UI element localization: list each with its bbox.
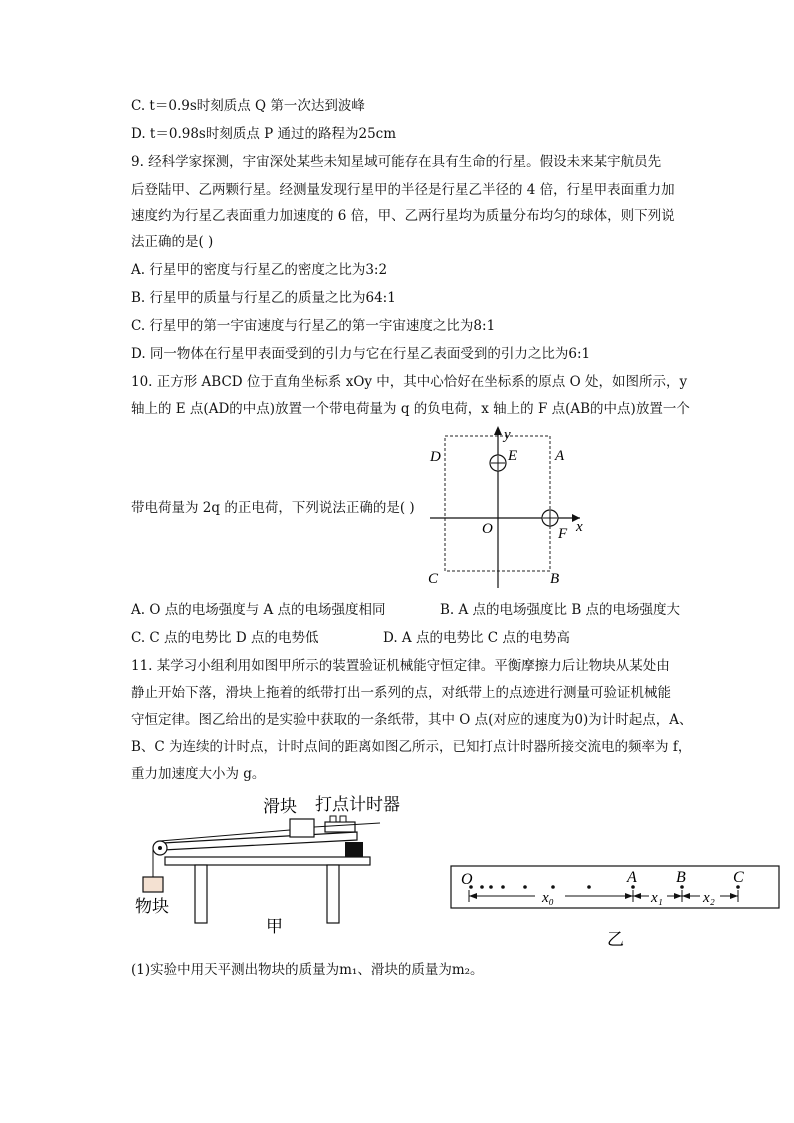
q9-option-d: D. 同一物体在行星甲表面受到的引力与它在行星乙表面受到的引力之比为6:1 <box>131 346 591 362</box>
label-x: x <box>576 519 583 535</box>
q10-stem-line2: 轴上的 E 点(AD的中点)放置一个带电荷量为 q 的负电荷，x 轴上的 F 点(AB的中点)放置一个 <box>131 401 690 417</box>
label-o: O <box>482 521 493 537</box>
slider-label: 滑块 <box>263 797 297 816</box>
q11-apparatus-figure <box>125 790 400 950</box>
q10-stem-line3: 带电荷量为 2q 的正电荷，下列说法正确的是( ) <box>131 500 415 516</box>
label-a: A <box>555 448 565 464</box>
q11-stem-line2: 静止开始下落，滑块上拖着的纸带打出一系列的点，对纸带上的点迹进行测量可验证机械能 <box>131 685 671 701</box>
q9-stem-line4: 法正确的是( ) <box>131 234 214 250</box>
q8-option-c: C. t＝0.9s时刻质点 Q 第一次达到波峰 <box>131 98 365 114</box>
q10-square-figure <box>420 420 600 595</box>
q11-stem-line4: B、C 为连续的计时点，计时点间的距离如图乙所示，已知打点计时器所接交流电的频率为 f， <box>131 739 692 755</box>
q9-stem-line2: 后登陆甲、乙两颗行星。经测量发现行星甲的半径是行星乙半径的 4 倍，行星甲表面重力加 <box>131 182 675 198</box>
q10-option-a: A. O 点的电场强度与 A 点的电场强度相同 <box>131 602 386 618</box>
q9-option-b: B. 行星甲的质量与行星乙的质量之比为64:1 <box>131 290 396 306</box>
tape-label-x2: x₂ <box>703 890 715 906</box>
label-f: F <box>558 526 568 542</box>
q11-stem-line1: 11. 某学习小组利用如图甲所示的装置验证机械能守恒定律。平衡摩擦力后让物块从某处由 <box>131 658 670 674</box>
tape-label-x0: x₀ <box>542 890 554 906</box>
q11-tape-figure <box>445 860 785 955</box>
block-label: 物块 <box>135 897 169 916</box>
q10-stem-line1: 10. 正方形 ABCD 位于直角坐标系 xOy 中，其中心恰好在坐标系的原点 O 处，如图所示，y <box>131 374 688 390</box>
label-e: E <box>508 448 518 464</box>
tape-label-x1: x₁ <box>651 890 663 906</box>
q11-sub1: (1)实验中用天平测出物块的质量为m₁、滑块的质量为m₂。 <box>131 962 484 978</box>
label-d: D <box>430 449 441 465</box>
tape-label-b: B <box>676 869 686 886</box>
tape-label-o: O <box>461 871 473 888</box>
q8-option-d: D. t＝0.98s时刻质点 P 通过的路程为25cm <box>131 126 397 142</box>
tape-label-c: C <box>733 869 744 886</box>
label-b: B <box>550 571 560 587</box>
q9-stem-line1: 9. 经科学家探测，宇宙深处某些未知星域可能存在具有生命的行星。假设未来某宇航员先 <box>131 154 662 170</box>
tape-label-a: A <box>627 869 637 886</box>
q9-stem-line3: 速度约为行星乙表面重力加速度的 6 倍，甲、乙两行星均为质量分布均匀的球体，则下列说 <box>131 208 675 224</box>
timer-label: 打点计时器 <box>315 795 400 814</box>
q11-stem-line5: 重力加速度大小为 g。 <box>131 766 266 782</box>
q9-option-c: C. 行星甲的第一宇宙速度与行星乙的第一宇宙速度之比为8:1 <box>131 318 496 334</box>
figure-jia-caption: 甲 <box>266 917 283 936</box>
q10-option-d: D. A 点的电势比 C 点的电势高 <box>383 630 570 646</box>
q10-option-b: B. A 点的电场强度比 B 点的电场强度大 <box>440 602 681 618</box>
figure-yi-caption: 乙 <box>607 930 624 949</box>
label-y: y <box>504 427 511 443</box>
q10-option-c: C. C 点的电势比 D 点的电势低 <box>131 630 319 646</box>
q9-option-a: A. 行星甲的密度与行星乙的密度之比为3:2 <box>131 262 388 278</box>
label-c: C <box>428 571 439 587</box>
q11-stem-line3: 守恒定律。图乙给出的是实验中获取的一条纸带，其中 O 点(对应的速度为0)为计时起点，A、 <box>131 712 693 728</box>
